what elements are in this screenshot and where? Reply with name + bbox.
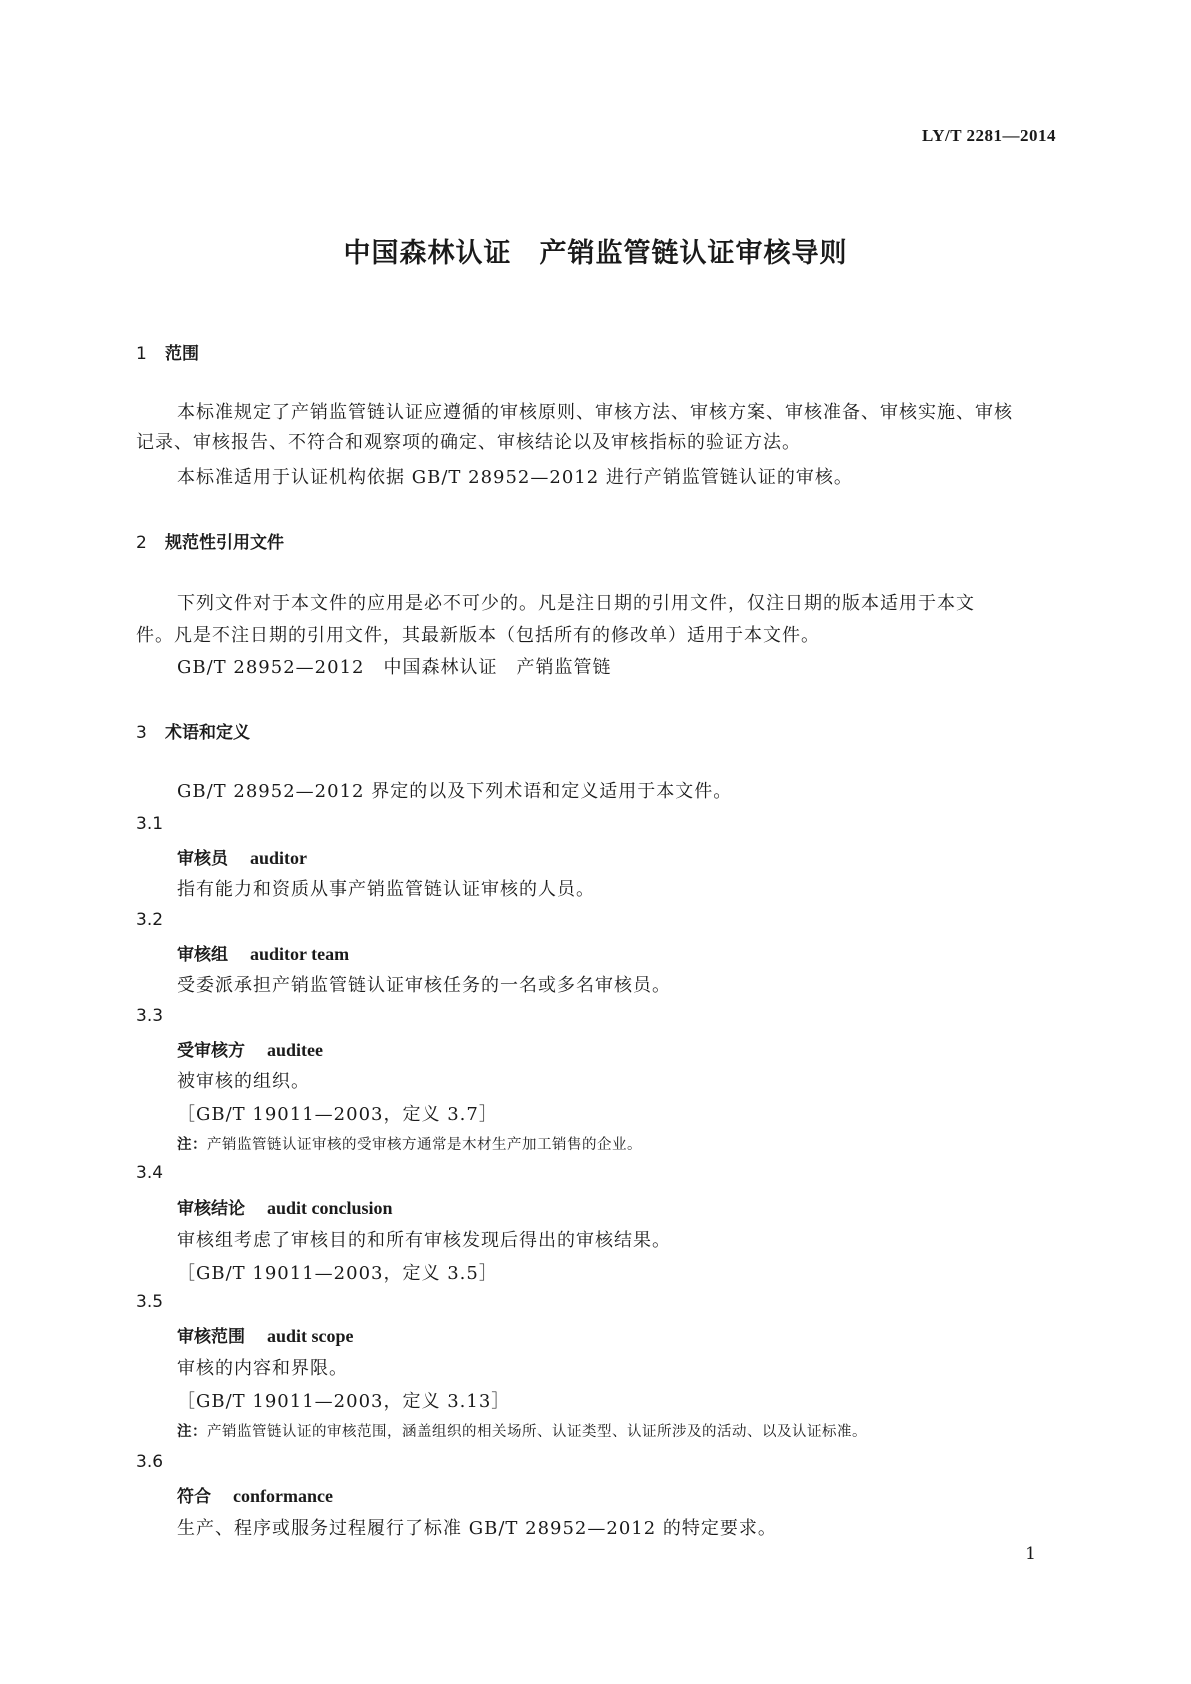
term-zh: 审核范围	[177, 1327, 245, 1347]
section-heading-3	[136, 718, 250, 743]
term-number: 3.6	[136, 1452, 164, 1472]
term-definition: 生产、程序或服务过程履行了标准 GB/T 28952—2012 的特定要求。	[177, 1518, 777, 1539]
note-text: 产销监管链认证的审核范围，涵盖组织的相关场所、认证类型、认证所涉及的活动、以及认证标准。	[207, 1424, 867, 1440]
term-heading	[177, 1482, 333, 1507]
paragraph: GB/T 28952—2012 中国森林认证 产销监管链	[177, 657, 612, 678]
term-reference: ［GB/T 19011—2003，定义 3.5］	[177, 1263, 498, 1284]
term-zh: 审核员	[177, 849, 228, 869]
note-label: 注：	[177, 1136, 207, 1153]
term-zh: 符合	[177, 1487, 211, 1507]
term-en: auditor team	[250, 944, 350, 964]
term-en: auditee	[267, 1040, 323, 1060]
term-zh: 审核结论	[177, 1199, 245, 1219]
term-definition: 受委派承担产销监管链认证审核任务的一名或多名审核员。	[177, 975, 671, 996]
paragraph: 件。凡是不注日期的引用文件，其最新版本（包括所有的修改单）适用于本文件。	[136, 625, 820, 646]
section-number: 2	[136, 533, 147, 553]
term-definition: 审核的内容和界限。	[177, 1358, 348, 1379]
paragraph: 下列文件对于本文件的应用是必不可少的。凡是注日期的引用文件，仅注日期的版本适用于本文	[177, 593, 975, 614]
term-heading	[177, 1036, 323, 1061]
standard-code: LY/T 2281—2014	[921, 126, 1056, 145]
section-heading-1	[136, 339, 199, 364]
term-number: 3.3	[136, 1006, 164, 1026]
term-en: auditor	[250, 848, 308, 868]
term-definition: 被审核的组织。	[177, 1071, 310, 1092]
term-note	[177, 1133, 642, 1154]
term-heading	[177, 844, 307, 869]
section-title: 规范性引用文件	[165, 533, 284, 553]
section-number: 1	[136, 344, 147, 364]
term-number: 3.5	[136, 1292, 164, 1312]
page-number: 1	[1025, 1544, 1036, 1564]
term-heading	[177, 1194, 393, 1219]
note-text: 产销监管链认证审核的受审核方通常是木材生产加工销售的企业。	[207, 1137, 642, 1153]
document-title: 中国森林认证 产销监管链认证审核导则	[343, 238, 848, 269]
term-heading	[177, 1322, 354, 1347]
section-title: 范围	[165, 344, 199, 364]
term-en: audit scope	[267, 1326, 354, 1346]
paragraph: 本标准适用于认证机构依据 GB/T 28952—2012 进行产销监管链认证的审核。	[177, 467, 853, 488]
paragraph: 记录、审核报告、不符合和观察项的确定、审核结论以及审核指标的验证方法。	[136, 432, 801, 453]
note-label: 注：	[177, 1423, 207, 1440]
term-definition: 指有能力和资质从事产销监管链认证审核的人员。	[177, 879, 595, 900]
term-heading	[177, 940, 349, 965]
term-number: 3.2	[136, 910, 164, 930]
term-en: audit conclusion	[267, 1198, 393, 1218]
term-number: 3.1	[136, 814, 164, 834]
term-zh: 审核组	[177, 945, 228, 965]
section-title: 术语和定义	[165, 723, 250, 743]
term-note	[177, 1420, 867, 1441]
term-en: conformance	[233, 1486, 333, 1506]
term-zh: 受审核方	[177, 1041, 245, 1061]
term-reference: ［GB/T 19011—2003，定义 3.7］	[177, 1104, 498, 1125]
section-heading-2	[136, 528, 284, 553]
term-definition: 审核组考虑了审核目的和所有审核发现后得出的审核结果。	[177, 1230, 671, 1251]
section-number: 3	[136, 723, 147, 743]
term-reference: ［GB/T 19011—2003，定义 3.13］	[177, 1391, 511, 1412]
paragraph: 本标准规定了产销监管链认证应遵循的审核原则、审核方法、审核方案、审核准备、审核实施、审核	[177, 402, 1013, 423]
term-number: 3.4	[136, 1163, 164, 1183]
paragraph: GB/T 28952—2012 界定的以及下列术语和定义适用于本文件。	[177, 781, 733, 802]
